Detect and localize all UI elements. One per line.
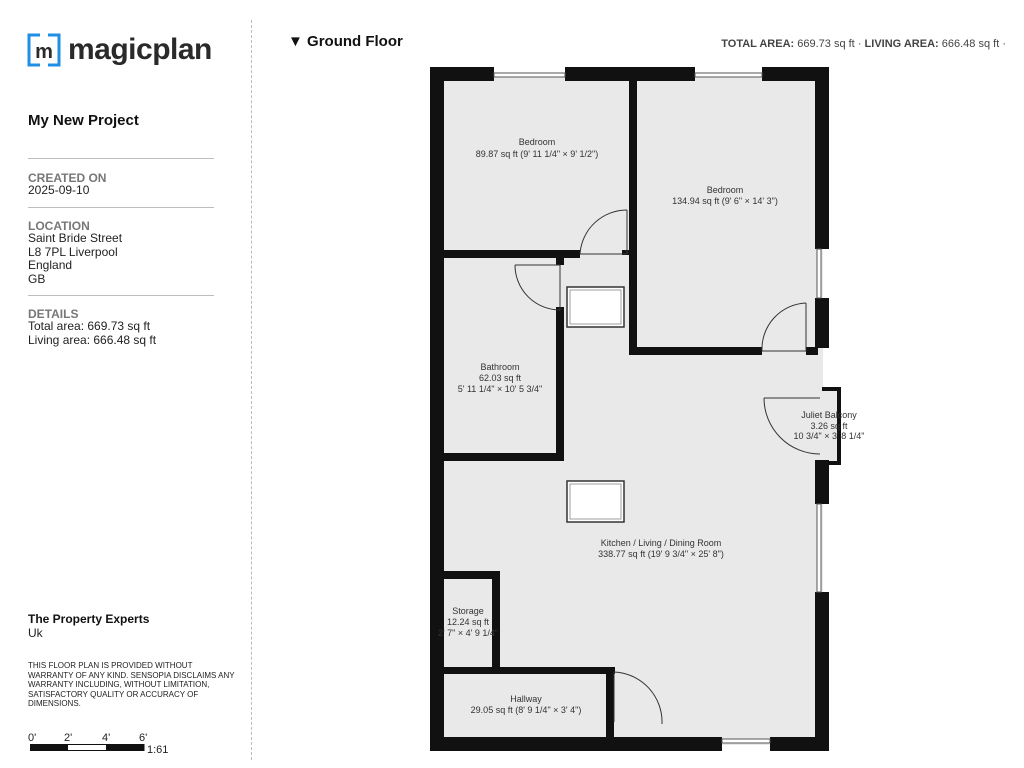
location-label: LOCATION	[28, 219, 90, 233]
room-name-bathroom: Bathroom	[480, 362, 520, 372]
room-name-hallway: Hallway	[510, 694, 542, 704]
room-name-balcony: Juliet Balcony	[801, 410, 857, 420]
company-name: The Property Experts	[28, 612, 150, 626]
details-living-area: Living area: 666.48 sq ft	[28, 332, 157, 347]
project-title: My New Project	[28, 112, 139, 129]
room-area-storage: 12.24 sq ft	[446, 617, 490, 627]
room-dims-storage: 2' 7" × 4' 9 1/4"	[437, 628, 499, 638]
room-dims-bathroom: 5' 11 1/4" × 10' 5 3/4"	[457, 384, 543, 394]
living-area-label: LIVING AREA:	[864, 38, 939, 50]
room-area-hallway: 29.05 sq ft (8' 9 1/4" × 3' 4")	[470, 705, 582, 715]
room-area-bathroom: 62.03 sq ft	[478, 373, 522, 383]
room-name-kitchen: Kitchen / Living / Dining Room	[600, 538, 722, 548]
room-dims-balcony: 10 3/4" × 3' 8 1/4"	[793, 431, 865, 441]
brand-mark-letter: m	[35, 41, 53, 63]
room-area-kitchen: 338.77 sq ft (19' 9 3/4" × 25' 8")	[598, 549, 724, 559]
address-line: GB	[28, 271, 46, 286]
separator-dot-icon: ·	[857, 38, 865, 50]
rooflight-icon	[567, 287, 624, 327]
scale-tick-label: 0'	[28, 732, 37, 744]
total-area-label: TOTAL AREA:	[721, 38, 795, 50]
address-line: L8 7PL Liverpool	[28, 244, 118, 259]
room-name-bedroom: Bedroom	[518, 137, 556, 147]
scale-tick-label: 4'	[102, 732, 111, 744]
details-label: DETAILS	[28, 307, 79, 321]
room-name-storage: Storage	[452, 606, 484, 616]
room-area-balcony: 3.26 sq ft	[810, 421, 848, 431]
created-label: CREATED ON	[28, 171, 107, 185]
created-value: 2025-09-10	[28, 183, 90, 197]
address-line: Saint Bride Street	[28, 231, 123, 245]
separator-dot-icon: ·	[1002, 38, 1006, 50]
scale-tick-label: 6'	[139, 732, 148, 744]
floor-title: Ground Floor	[307, 33, 403, 50]
room-area-bedroom: 89.87 sq ft (9' 11 1/4" × 9' 1/2")	[475, 149, 599, 159]
company-country: Uk	[28, 626, 43, 640]
scale-tick-label: 2'	[64, 732, 73, 744]
details-total-area: Total area: 669.73 sq ft	[28, 319, 151, 333]
room-area-bedroom: 134.94 sq ft (9' 6" × 14' 3")	[672, 196, 778, 206]
rooflight-icon	[567, 481, 624, 522]
room-name-bedroom: Bedroom	[706, 185, 744, 195]
caret-down-icon: ▼	[288, 33, 303, 50]
living-area-value: 666.48 sq ft	[941, 38, 1000, 50]
scale-ratio: 1:61	[147, 744, 169, 756]
disclaimer: THIS FLOOR PLAN IS PROVIDED WITHOUT WARRANTY OF ANY KIND. SENSOPIA DISCLAIMS ANY WARRANTY INCLUDING, WITHOUT LIMITATION, SATISFACTORY QUALITY OR ACCURACY OF DIMENSIONS.	[28, 661, 235, 708]
address-line: England	[28, 258, 73, 272]
total-area-value: 669.73 sq ft	[797, 38, 855, 50]
brand-name: magicplan	[68, 33, 212, 66]
